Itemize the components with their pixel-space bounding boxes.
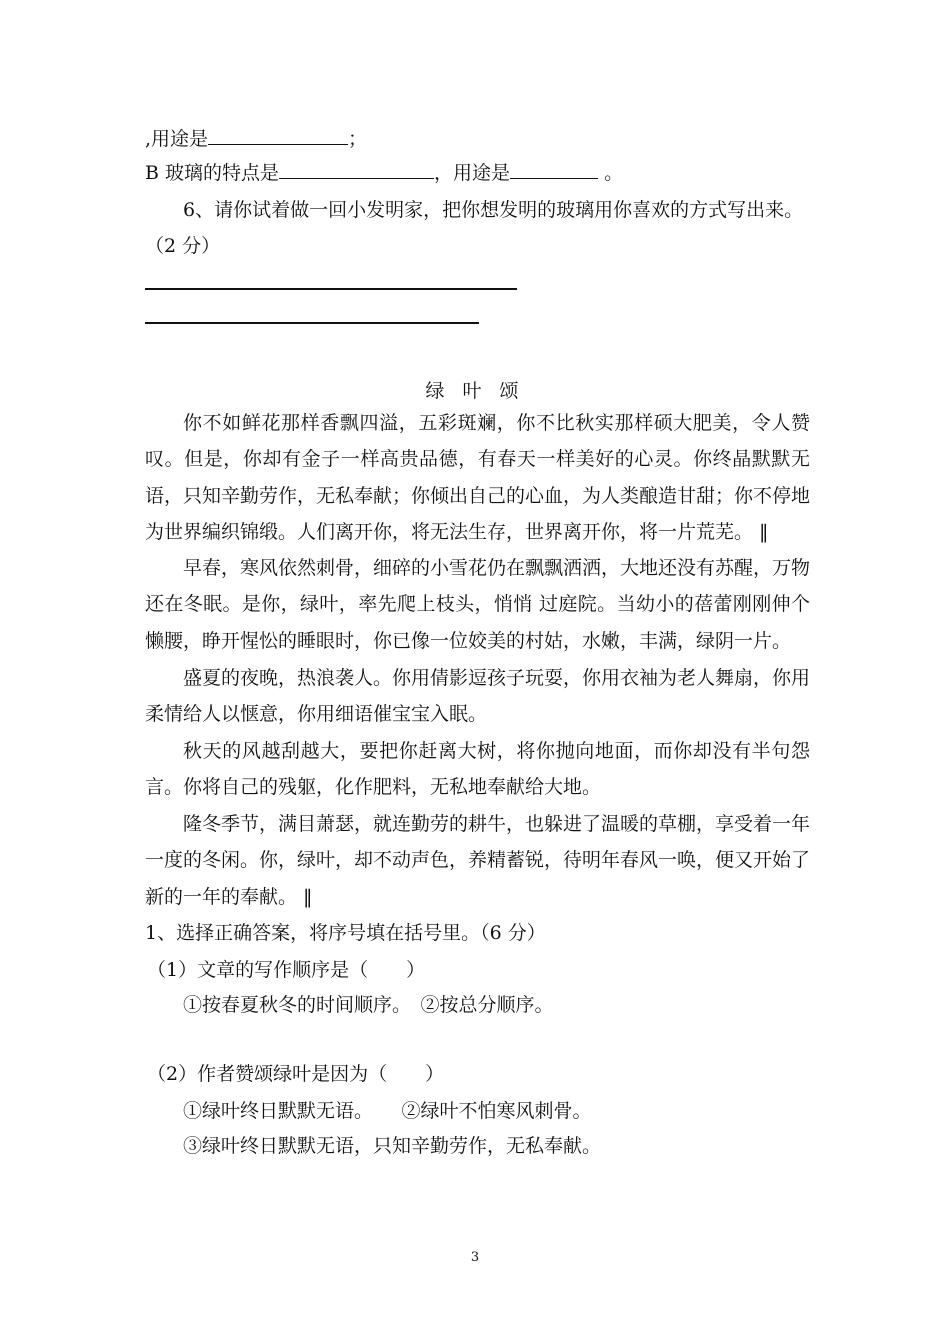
question-1-1: （1）文章的写作顺序是（ ）: [147, 959, 426, 981]
q5-b-feature-blank[interactable]: [279, 160, 434, 179]
q5-a-use-suffix: ；: [348, 128, 368, 150]
q6-points: （2 分）: [145, 235, 221, 257]
q5-b-use-blank[interactable]: [510, 160, 598, 179]
paragraph-3: 盛夏的夜晚，热浪袭人。你用倩影逗孩子玩耍，你用衣袖为老人舞扇，你用柔情给人以惬意，你用细语催宝宝入眠。: [145, 667, 811, 726]
paragraph-2: 早春，寒风依然刺骨，细碎的小雪花仍在飘飘洒洒，大地还没有苏醒，万物还在冬眠。是你，绿叶，率先爬上枝头，悄悄 过庭院。当幼小的蓓蕾刚刚伸个懒腰，睁开惺忪的睡眼时，你已像一位姣美的村姑，水嫩，丰满，绿阴一片。: [145, 557, 811, 652]
q5-a-use-blank[interactable]: [208, 126, 348, 145]
q5-line-b: [145, 160, 623, 185]
paragraph-4: 秋天的风越刮越大，要把你赶离大树，将你抛向地面，而你却没有半句怨言。你将自己的残躯，化作肥料，无私地奉献给大地。: [145, 740, 810, 799]
question-1: 1、选择正确答案，将序号填在括号里。（6 分）: [145, 922, 546, 944]
paragraph-1: 你不如鲜花那样香飘四溢，五彩斑斓，你不比秋实那样硕大肥美，令人赞叹。但是，你却有金子一样高贵品德，有春天一样美好的心灵。你终晶默默无语，只知辛勤劳作，无私奉献；你倾出自己的心血，为人类酿造甘甜；你不停地为世界编织锦缎。人们离开你，将无法生存，世界离开你，将一片荒芜。 ‖: [145, 412, 811, 544]
question-1-2-options-b: ③绿叶终日默默无语，只知辛勤劳作，无私奉献。: [183, 1135, 602, 1157]
question-1-2: （2）作者赞颂绿叶是因为（ ）: [147, 1063, 445, 1085]
q5-b-end: 。: [598, 162, 624, 184]
q5-line-a: [145, 126, 367, 151]
q5-a-use-prefix: ,用途是: [145, 128, 209, 150]
answer-line-1[interactable]: [145, 288, 517, 290]
q5-b-mid: ，用途是: [434, 162, 511, 184]
question-1-2-options-a: ①绿叶终日默默无语。 ②绿叶不怕寒风刺骨。: [183, 1100, 592, 1122]
q6-text: 6、请你试着做一回小发明家，把你想发明的玻璃用你喜欢的方式写出来。: [183, 199, 804, 221]
answer-line-2[interactable]: [145, 322, 479, 324]
question-1-1-options: ①按春夏秋冬的时间顺序。 ②按总分顺序。: [183, 994, 554, 1016]
paragraph-5: 隆冬季节，满目萧瑟，就连勤劳的耕牛，也躲进了温暖的草棚，享受着一年一度的冬闲。你，绿叶，却不动声色，养精蓄锐，待明年春风一唤，便又开始了新的一年的奉献。 ‖: [145, 813, 811, 908]
article-title: 绿 叶 颂: [425, 380, 525, 402]
q5-b-label: B 玻璃的特点是: [145, 162, 280, 184]
page-number: 3: [470, 1250, 480, 1265]
